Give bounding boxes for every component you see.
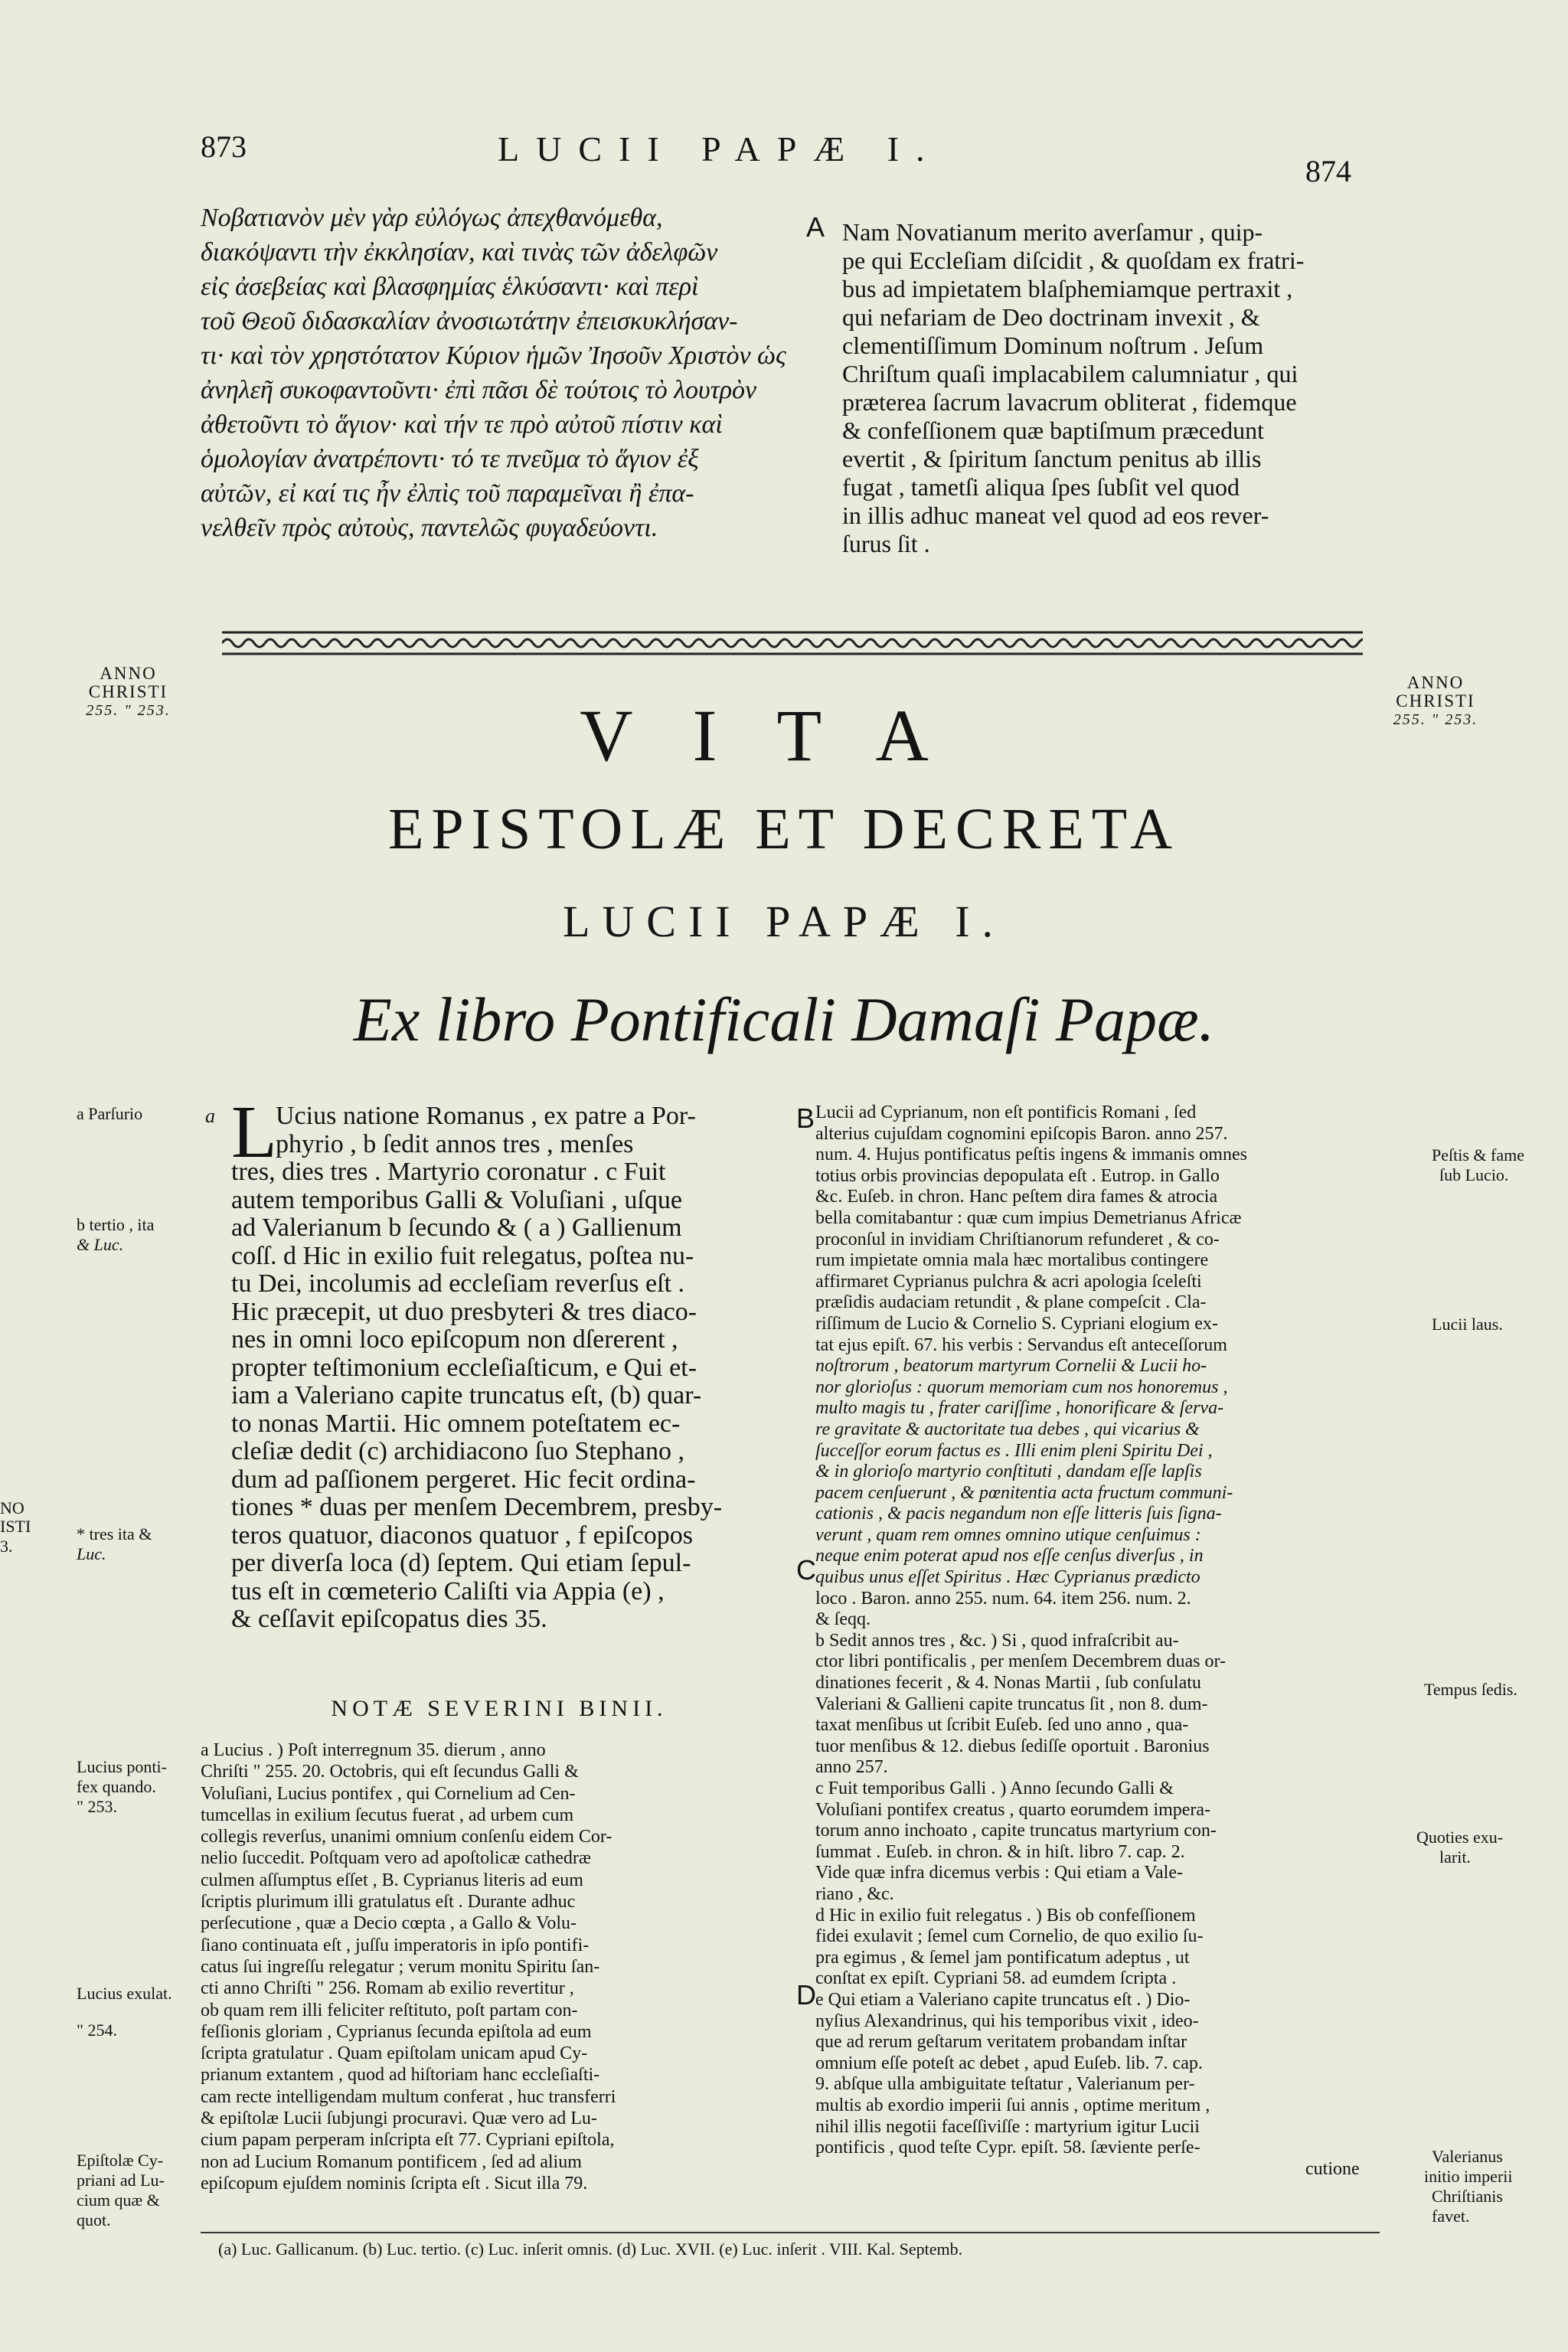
side-note-quoties-cont: larit. [1439, 1847, 1471, 1867]
note-line: taxat menſibus ut ſcribit Euſeb. ſed uno anno , qua- [815, 1715, 1189, 1736]
note-line: Vide quæ infra dicemus verbis : Qui etiam a Vale- [815, 1863, 1183, 1883]
latin-line: Nam Novatianum merito averſamur , quip- [842, 218, 1263, 246]
side-note-valerianus-2: initio imperii [1424, 2167, 1513, 2186]
notes-margin-1: Lucius ponti- [77, 1757, 167, 1776]
christi-label: CHRISTI [1396, 691, 1475, 710]
note-line: c Fuit temporibus Galli . ) Anno ſecundo Galli & [815, 1779, 1174, 1798]
note-line: neque enim poterat apud nos eſſe cenſus diverſus , in [815, 1546, 1204, 1566]
note-line: Valeriani & Gallieni capite truncatus ſit , non 8. dum- [815, 1694, 1208, 1714]
note-line: tumcellas in exilium ſecutus fuerat , ad urbem cum [201, 1805, 574, 1825]
note-line: collegis reverſus, unanimi omnium conſenſu eidem Cor- [201, 1827, 612, 1847]
note-line: & in glorioſo martyrio conſtituti , dandam eſſe lapſis [815, 1462, 1202, 1482]
greek-line: ἀθετοῦντι τὸ ἅγιον· καὶ τήν τε πρὸ αὐτοῦ πίστιν καὶ [201, 410, 723, 439]
latin-line: ſurus ſit . [842, 530, 930, 557]
margin-note-star: * tres ita & [77, 1524, 152, 1544]
note-line: totius orbis provincias depopulata eſt . Eutrop. in Gallo [815, 1165, 1220, 1186]
footnote: (a) Luc. Gallicanum. (b) Luc. tertio. (c) Luc. inſerit omnis. (d) Luc. XVII. (e) Luc. inſerit . VIII. Kal. Septemb. [218, 2239, 963, 2259]
margin-note-a: a Parſurio [77, 1104, 143, 1123]
main-line: tres, dies tres . Martyrio coronatur . c Fuit [231, 1158, 666, 1186]
side-note-quoties: Quoties exu- [1416, 1828, 1504, 1847]
greek-line: εἰς ἀσεβείας καὶ βλασφημίας ἑλκύσαντι· καὶ περὶ [201, 273, 699, 301]
margin-note-b-cont: & Luc. [77, 1235, 124, 1254]
ornamental-divider [222, 628, 1363, 658]
left-edge-fragment-2: ISTI [0, 1517, 31, 1536]
notes-heading: NOTÆ SEVERINI BINII. [331, 1696, 668, 1721]
latin-translation [842, 218, 1393, 558]
note-line: nihil illis negotii faceſſiviſſe : martyrium igitur Lucii [815, 2116, 1200, 2137]
note-line: culmen aſſumptus eſſet , B. Cyprianus literis ad eum [201, 1870, 583, 1890]
latin-line: evertit , & ſpiritum ſanctum penitus ab illis [842, 445, 1262, 472]
christi-label: CHRISTI [88, 682, 168, 701]
notes-left-column [201, 1740, 798, 2194]
main-line: per diverſa loca (d) ſeptem. Qui etiam ſepul- [231, 1549, 691, 1577]
note-line: proconſul in invidiam Chriſtianorum refunderet , & co- [815, 1229, 1220, 1250]
anno-years: 255. " 253. [1393, 711, 1478, 728]
main-line: propter teſtimonium eccleſiaſticum, e Qui et- [231, 1353, 697, 1382]
margin-note-star-cont: Luc. [77, 1544, 106, 1563]
note-line: cam recte intelligendam multum conferat , huc transferri [201, 2086, 616, 2107]
latin-line: bus ad impietatem blaſphemiamque pertraxit , [842, 275, 1293, 302]
greek-line: νελθεῖν πρὸς αὐτοὺς, παντελῶς φυγαδεύοντι. [201, 514, 658, 542]
anno-label: ANNO [100, 664, 157, 683]
note-line: tat ejus epiſt. 67. his verbis : Servandus eſt anteceſſorum [815, 1334, 1227, 1355]
note-line: cium papam perperam inſcripta eſt 77. Cypriani epiſtola, [201, 2130, 615, 2151]
note-line: loco . Baron. anno 255. num. 64. item 256. num. 2. [815, 1588, 1191, 1609]
running-title: LUCII PAPÆ I. [498, 129, 942, 168]
notes-margin-2: Lucius exulat. [77, 1984, 172, 2003]
main-line: tus eſt in cœmeterio Caliſti via Appia (e) , [231, 1576, 665, 1606]
note-line: nyſius Alexandrinus, qui his temporibus vixit , ideo- [815, 2011, 1199, 2031]
main-line: autem temporibus Galli & Voluſiani , uſque [231, 1185, 682, 1214]
note-line: pontificis , quod teſte Cypr. epiſt. 58. ſæviente perſe- [815, 2138, 1200, 2158]
latin-line: fugat , tametſi aliqua ſpes ſubſit vel quod [842, 473, 1240, 501]
note-line: præſidis audaciam retundit , & plane compeſcit . Cla- [815, 1292, 1207, 1313]
note-line: que ad rerum geſtarum veritatem probandam inſtar [815, 2032, 1187, 2053]
note-line: omnium eſſe poteſt ac debet , apud Euſeb. lib. 7. cap. [815, 2053, 1203, 2073]
main-line: teros quatuor, diaconos quatuor , f epiſcopos [231, 1521, 693, 1550]
main-line: Ucius natione Romanus , ex patre a Por- [276, 1102, 696, 1130]
note-line: multo magis tu , frater cariſſime , honorificare & ſerva- [815, 1398, 1224, 1419]
note-line: cationis , & pacis negandum non eſſe litteris ſuis ſigna- [815, 1504, 1222, 1524]
main-line: to nonas Martii. Hic omnem poteſtatem ec- [231, 1409, 681, 1438]
note-line: tuor menſibus & 12. diebus ſediſſe oportuit . Baronius [815, 1736, 1210, 1756]
note-line: fidei exulavit ; ſemel cum Cornelio, de quo exilio ſu- [815, 1926, 1204, 1947]
note-line: Chriſti " 255. 20. Octobris, qui eſt ſecundus Galli & [201, 1762, 579, 1782]
note-line: Lucii ad Cyprianum, non eſt pontificis Romani , ſed [815, 1102, 1197, 1122]
note-line: cti anno Chriſti " 256. Romam ab exilio revertitur , [201, 1978, 574, 1999]
latin-line: qui nefariam de Deo doctrinam invexit , & [842, 303, 1260, 331]
note-line: epiſcopum ejuſdem nominis ſcripta eſt . Sicut illa 79. [201, 2173, 588, 2194]
note-line: ſiano continuata eſt , juſſu imperatoris in ipſo pontifi- [201, 1935, 590, 1955]
notes-margin-3d: quot. [77, 2210, 111, 2230]
note-line: nelio ſuccedit. Poſtquam vero ad apoſtolicæ cathedræ [201, 1848, 591, 1869]
note-line: non ad Lucium Romanum pontificem , ſed ad alium [201, 2151, 582, 2172]
note-line: pra egimus , & ſemel jam pontificatum adeptus , ut [815, 1947, 1190, 1968]
note-line: ctor libri pontificalis , per menſem Decembrem duas or- [815, 1651, 1227, 1672]
page-number-right: 874 [1305, 154, 1351, 188]
side-note-tempus: Tempus ſedis. [1424, 1680, 1517, 1699]
note-line: rum impietate omnia mala hæc mortalibus contingere [815, 1250, 1209, 1271]
notes-right-column [815, 1102, 1405, 2180]
note-line: Voluſiani pontifex creatus , quarto eorumdem impera- [815, 1799, 1211, 1820]
notes-margin-3c: cium quæ & [77, 2190, 160, 2210]
notes-margin-1c: " 253. [77, 1797, 117, 1816]
note-line: ſucceſſor eorum factus es . Illi enim pleni Spiritu Dei , [815, 1440, 1213, 1461]
notes-margin-3b: priani ad Lu- [77, 2171, 165, 2190]
note-line: ob quam rem illi feliciter reſtituto, poſt partam con- [201, 2000, 578, 2020]
note-line: 9. abſque ulla ambiguitate teſtatur , Valerianum per- [815, 2074, 1195, 2095]
note-line: conſtat ex epiſt. Cypriani 58. ad eumdem ſcripta . [815, 1968, 1177, 1989]
note-line: perſecutione , quæ a Decio cœpta , a Gallo & Volu- [201, 1913, 577, 1934]
note-line: & ſeqq. [815, 1609, 871, 1630]
note-line: e Qui etiam a Valeriano capite truncatus eſt . ) Dio- [815, 1989, 1191, 2010]
note-line: num. 4. Hujus pontificatus peſtis ingens & immanis omnes [815, 1145, 1247, 1165]
greek-line: ὁμολογίαν ἀνατρέποντι· τό τε πνεῦμα τὸ ἅγιον ἐξ [201, 445, 699, 473]
anno-years: 255. " 253. [86, 702, 171, 719]
title-ex-libro: Ex libro Pontificali Damaſi Papæ. [353, 985, 1215, 1054]
title-lucii: LUCII PAPÆ I. [562, 897, 1006, 946]
note-line: pacem cenſuerunt , & pœnitentia acta fructum communi- [815, 1482, 1233, 1503]
section-letter-c: C [796, 1554, 816, 1586]
note-line: dinationes fecerit , & 4. Nonas Martii , ſub conſulatu [815, 1673, 1201, 1694]
drop-cap: L [231, 1091, 277, 1174]
note-line: & epiſtolæ Lucii ſubjungi procuravi. Quæ vero ad Lu- [201, 2109, 597, 2129]
latin-line: clementiſſimum Dominum noſtrum . Jeſum [842, 332, 1264, 359]
latin-line: præterea ſacrum lavacrum obliterat , fidemque [842, 388, 1297, 416]
greek-line: τοῦ Θεοῦ διδασκαλίαν ἀνοσιωτάτην ἐπεισκυκλήσαν- [201, 307, 738, 335]
note-line: cutione [1305, 2158, 1360, 2179]
note-line: torum anno inchoato , capite truncatus martyrium con- [815, 1821, 1217, 1841]
main-line: cleſiæ dedit (c) archidiacono ſuo Stephano , [231, 1437, 684, 1465]
side-note-valerianus-3: Chriſtianis [1432, 2187, 1503, 2206]
latin-line: pe qui Eccleſiam diſcidit , & quoſdam ex fratri- [842, 247, 1305, 274]
note-line: b Sedit annos tres , &c. ) Si , quod infraſcribit au- [815, 1630, 1179, 1651]
notes-margin-3: Epiſtolæ Cy- [77, 2151, 164, 2170]
greek-text [201, 201, 805, 545]
side-note-pestis: Peſtis & fame [1432, 1145, 1524, 1165]
greek-line: αὐτῶν, εἰ καί τις ἦν ἐλπὶς τοῦ παραμεῖναι ἢ ἐπα- [201, 479, 694, 508]
note-line: noſtrorum , beatorum martyrum Cornelii & Lucii ho- [815, 1356, 1207, 1377]
main-line: tiones * duas per menſem Decembrem, presby- [231, 1493, 723, 1521]
note-line: ſummat . Euſeb. in chron. & in hiſt. libro 7. cap. 2. [815, 1841, 1185, 1862]
main-line: iam a Valeriano capite truncatus eſt, (b) quar- [231, 1381, 702, 1410]
main-line: dum ad paſſionem pergeret. Hic fecit ordina- [231, 1465, 696, 1494]
note-line: re gravitate & auctoritate tua debes , qui vicarius & [815, 1419, 1200, 1439]
note-line: &c. Euſeb. in chron. Hanc peſtem dira fames & atrocia [815, 1187, 1218, 1207]
note-line: riſſimum de Lucio & Cornelio S. Cypriani elogium ex- [815, 1313, 1218, 1334]
note-line: alterius cujuſdam cognomini epiſcopis Baron. anno 257. [815, 1123, 1228, 1144]
latin-line: Chriſtum quaſi implacabilem calumniatur , qui [842, 360, 1298, 387]
side-note-pestis-cont: ſub Lucio. [1439, 1165, 1509, 1184]
main-line: Hic præcepit, ut duo presbyteri & tres diaco- [231, 1297, 697, 1326]
note-line: a Lucius . ) Poſt interregnum 35. dierum , anno [201, 1740, 546, 1760]
greek-line: τι· καὶ τὸν χρηστότατον Κύριον ἡμῶν Ἰησοῦν Χριστὸν ὡς [201, 341, 786, 370]
greek-line: ἀνηλεῆ συκοφαντοῦντι· ἐπὶ πᾶσι δὲ τούτοις τὸ λουτρὸν [201, 376, 757, 404]
greek-line: Νοβατιανὸν μὲν γὰρ εὐλόγως ἀπεχθανόμεθα, [201, 204, 663, 232]
main-line: nes in omni loco epiſcopum non dſererent , [231, 1325, 678, 1354]
note-line: Voluſiani, Lucius pontifex , qui Cornelium ad Cen- [201, 1783, 576, 1804]
notes-margin-2b: " 254. [77, 2020, 117, 2040]
note-line: nor glorioſus : quorum memoriam cum nos honoremus , [815, 1377, 1228, 1397]
main-line: phyrio , b ſedit annos tres , menſes [276, 1129, 634, 1158]
greek-line: διακόψαντι τὴν ἐκκλησίαν, καὶ τινὰς τῶν ἀδελφῶν [201, 238, 718, 266]
note-line: prianum extantem , quod ad hiſtoriam hanc eccleſiaſti- [201, 2065, 600, 2086]
main-line: tu Dei, incolumis ad eccleſiam reverſus eſt . [231, 1269, 684, 1298]
margin-note-b: b tertio , ita [77, 1215, 155, 1234]
note-line: feſſionis gloriam , Cyprianus ſecunda epiſtola ad eum [201, 2021, 592, 2042]
note-mark-a: a [205, 1105, 215, 1127]
footnote-rule [201, 2232, 1380, 2233]
title-vita: VITA [580, 694, 988, 776]
note-line: anno 257. [815, 1757, 888, 1778]
section-letter-d: D [796, 1979, 816, 2011]
note-line: multis ab exordio imperii ſui annis , optime meritum , [815, 2095, 1210, 2115]
main-line: coſſ. d Hic in exilio fuit relegatus, poſtea nu- [231, 1241, 694, 1270]
latin-line: & confeſſionem quæ baptiſmum præcedunt [842, 416, 1265, 444]
anno-label: ANNO [1406, 673, 1465, 692]
note-line: verunt , quam rem omnes omnino utique cenſuimus : [815, 1524, 1201, 1545]
note-line: affirmaret Cyprianus pulchra & acri apologia ſceleſti [815, 1271, 1202, 1292]
note-line: quibus unus eſſet Spiritus . Hæc Cyprianus prædicto [815, 1567, 1200, 1588]
section-letter-b: B [796, 1102, 815, 1134]
latin-line: in illis adhuc maneat vel quod ad eos rever- [842, 501, 1269, 529]
left-edge-fragment-1: NO [0, 1498, 24, 1517]
notes-margin-1b: fex quando. [77, 1777, 156, 1796]
left-edge-fragment-3: 3. [0, 1537, 13, 1556]
title-epistolae: EPISTOLÆ ET DECRETA [387, 797, 1180, 861]
note-line: d Hic in exilio fuit relegatus . ) Bis ob confeſſionem [815, 1905, 1196, 1926]
side-note-laus: Lucii laus. [1432, 1315, 1503, 1334]
main-text [231, 1091, 828, 1634]
section-letter-a: A [806, 211, 825, 243]
main-line: & ceſſavit epiſcopatus dies 35. [231, 1605, 547, 1633]
note-line: riano , &c. [815, 1883, 894, 1904]
note-line: ſcriptis plurimum illi gratulatus eſt . Durante adhuc [201, 1892, 576, 1913]
side-note-valerianus-4: favet. [1432, 2207, 1470, 2226]
side-note-valerianus: Valerianus [1432, 2147, 1503, 2166]
note-line: bella comitabantur : quæ cum impius Demetrianus Africæ [815, 1207, 1242, 1228]
note-line: ſcripta gratulatur . Quam epiſtolam unicam apud Cy- [201, 2043, 588, 2064]
page-number-left: 873 [201, 129, 247, 164]
note-line: catus ſui ingreſſu relegatur ; verum monitu Spiritu ſan- [201, 1956, 600, 1977]
main-line: ad Valerianum b ſecundo & ( a ) Gallienum [231, 1214, 682, 1242]
